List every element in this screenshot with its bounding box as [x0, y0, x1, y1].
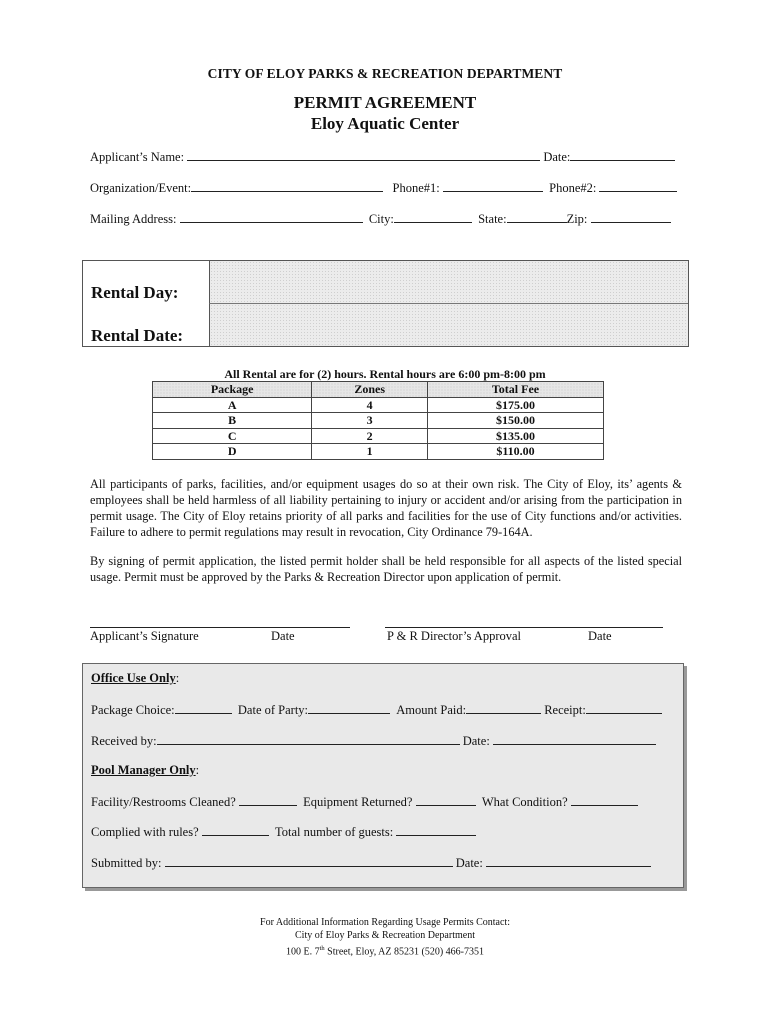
phone1-field[interactable]	[443, 179, 543, 192]
footer-address-rest: Street, Eloy, AZ 85231 (520) 466-7351	[324, 946, 484, 958]
package-cell: D	[153, 444, 312, 460]
rental-day-label: Rental Day:	[91, 283, 179, 302]
package-row	[91, 701, 662, 718]
city-label: City:	[368, 212, 394, 226]
date-of-party-field[interactable]	[308, 701, 390, 714]
applicant-signature-line[interactable]	[90, 626, 350, 628]
received-date-label: Date:	[462, 734, 490, 748]
facility-cleaned-field[interactable]	[239, 793, 297, 806]
phone2-label: Phone#2:	[549, 181, 597, 195]
responsibility-paragraph: By signing of permit application, the listed permit holder shall be held responsible for all aspects of the listed special usage. Permit must be approved by the Parks & Recreation Director upon application of permit.	[90, 554, 682, 584]
guests-label: Total number of guests:	[275, 825, 394, 839]
director-approval-label: P & R Director’s Approval	[387, 629, 522, 643]
amount-paid-field[interactable]	[466, 701, 541, 714]
zones-cell: 1	[312, 444, 428, 460]
guests-field[interactable]	[396, 823, 476, 836]
city-field[interactable]	[394, 210, 472, 223]
equipment-returned-field[interactable]	[416, 793, 476, 806]
department-name: CITY OF ELOY PARKS & RECREATION DEPARTMENT	[207, 66, 563, 81]
office-use-heading: Office Use Only:	[91, 671, 180, 685]
received-date-field[interactable]	[493, 732, 656, 745]
page-title: PERMIT AGREEMENT	[293, 93, 477, 112]
liability-paragraph: All participants of parks, facilities, and/or equipment usages do so at their own risk. The City of Eloy, its’ agents & employees shall be held harmless of all liability pertaining to injury or accident and/or arising from the participation in permit usage. The City of Eloy retains priority of all parks and facilities for the use of City functions and/or activities. Failure to adhere to permit regulations may result in revocation, City Ordinance 79-164A.	[90, 477, 682, 539]
received-row	[91, 732, 656, 749]
applicant-name-label: Applicant’s Name:	[90, 150, 185, 164]
phone1-label: Phone#1:	[392, 181, 440, 195]
complied-field[interactable]	[202, 823, 269, 836]
page-subtitle: Eloy Aquatic Center	[310, 114, 460, 133]
rental-date-field[interactable]	[209, 304, 688, 346]
rates-table	[152, 381, 604, 460]
state-label: State:	[478, 212, 507, 226]
organization-label: Organization/Event:	[90, 181, 192, 195]
submitted-by-field[interactable]	[165, 854, 453, 867]
package-choice-field[interactable]	[175, 701, 232, 714]
zip-field[interactable]	[591, 210, 671, 223]
amount-paid-label: Amount Paid:	[396, 703, 467, 717]
phone2-field[interactable]	[599, 179, 677, 192]
package-cell: B	[153, 413, 312, 429]
facility-row	[91, 793, 638, 810]
receipt-label: Receipt:	[544, 703, 586, 717]
equipment-returned-label: Equipment Returned?	[303, 795, 413, 809]
header-package: Package	[153, 382, 312, 398]
pool-manager-heading: Pool Manager Only:	[91, 763, 200, 777]
fee-cell: $110.00	[428, 444, 604, 460]
received-by-field[interactable]	[157, 732, 460, 745]
rates-caption: All Rental are for (2) hours. Rental hours are 6:00 pm-8:00 pm	[224, 367, 546, 381]
organization-field[interactable]	[191, 179, 383, 192]
footer-address	[0, 943, 770, 959]
date-of-party-label: Date of Party:	[237, 703, 309, 717]
facility-cleaned-label: Facility/Restrooms Cleaned?	[91, 795, 236, 809]
receipt-field[interactable]	[586, 701, 662, 714]
director-date-label: Date	[588, 629, 612, 643]
applicant-name-row	[90, 148, 675, 165]
date-label: Date:	[543, 150, 571, 164]
mailing-address-row	[90, 210, 671, 227]
zip-label: Zip:	[566, 212, 588, 226]
submitted-by-label: Submitted by:	[91, 856, 162, 870]
complied-label: Complied with rules?	[91, 825, 199, 839]
table-row	[153, 397, 604, 413]
submitted-date-label: Date:	[455, 856, 483, 870]
fee-cell: $150.00	[428, 413, 604, 429]
received-by-label: Received by:	[91, 734, 157, 748]
package-choice-label: Package Choice:	[91, 703, 175, 717]
state-field[interactable]	[507, 210, 567, 223]
submitted-row	[91, 854, 651, 871]
fee-cell: $175.00	[428, 397, 604, 413]
rental-date-label: Rental Date:	[91, 326, 184, 345]
table-row	[153, 428, 604, 444]
footer-line1: For Additional Information Regarding Usage Permits Contact:	[260, 917, 510, 928]
submitted-date-field[interactable]	[486, 854, 651, 867]
applicant-signature-label: Applicant’s Signature	[90, 629, 199, 643]
pool-manager-heading-text: Pool Manager Only	[91, 763, 196, 777]
footer-line2: City of Eloy Parks & Recreation Department	[295, 930, 475, 941]
package-cell: A	[153, 397, 312, 413]
footer-address-number: 100 E. 7	[285, 946, 320, 958]
organization-row	[90, 179, 677, 196]
table-row	[153, 413, 604, 429]
date-field[interactable]	[570, 148, 675, 161]
fee-cell: $135.00	[428, 428, 604, 444]
zones-cell: 3	[312, 413, 428, 429]
applicant-name-field[interactable]	[187, 148, 540, 161]
header-total-fee: Total Fee	[428, 382, 604, 398]
table-row	[153, 444, 604, 460]
office-use-heading-text: Office Use Only	[91, 671, 176, 685]
complied-row	[91, 823, 476, 840]
what-condition-field[interactable]	[571, 793, 638, 806]
what-condition-label: What Condition?	[481, 795, 568, 809]
office-use-box	[82, 663, 684, 888]
rental-box	[82, 260, 689, 347]
mailing-address-label: Mailing Address:	[90, 212, 177, 226]
mailing-address-field[interactable]	[180, 210, 363, 223]
applicant-date-label: Date	[271, 629, 295, 643]
rental-day-field[interactable]	[209, 261, 688, 304]
zones-cell: 4	[312, 397, 428, 413]
footer-address-suffix: th	[319, 945, 325, 952]
director-approval-line[interactable]	[385, 626, 663, 628]
rates-header-row	[153, 382, 604, 398]
package-cell: C	[153, 428, 312, 444]
header-zones: Zones	[312, 382, 428, 398]
zones-cell: 2	[312, 428, 428, 444]
